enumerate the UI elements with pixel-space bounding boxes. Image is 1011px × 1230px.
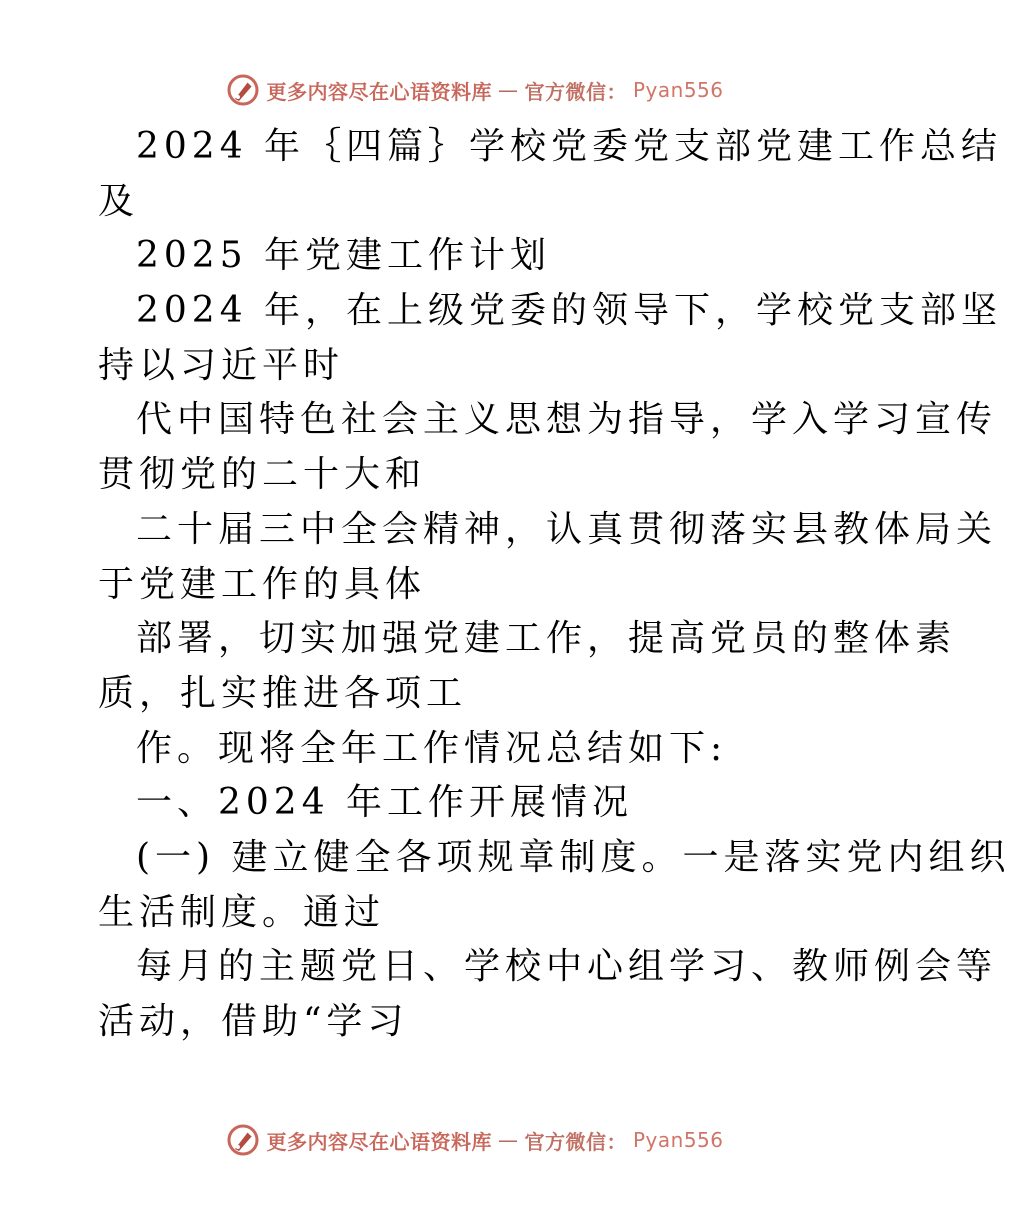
text-line: 持以习近平时	[98, 344, 345, 386]
text-line: 生活制度。通过	[98, 891, 386, 933]
watermark-wechat-label: 官方微信：	[524, 79, 627, 104]
header-watermark-banner	[0, 70, 950, 110]
watermark-wechat-label: 官方微信：	[524, 1129, 627, 1154]
text-line: 部署，切实加强党建工作，提高党员的整体素	[136, 618, 957, 660]
footer-watermark-banner	[0, 1120, 950, 1160]
text-line: 质，扎实推进各项工	[98, 672, 468, 714]
document-body	[98, 120, 1011, 1050]
text-line: (一) 建立健全各项规章制度。一是落实党内组织	[136, 836, 1011, 878]
text-line: 于党建工作的具体	[98, 563, 427, 605]
text-line: 2024 年，在上级党委的领导下，学校党支部坚	[136, 290, 1003, 332]
watermark-main-text: 更多内容尽在心语资料库	[266, 1129, 492, 1154]
text-line: 作。现将全年工作情况总结如下:	[136, 727, 728, 769]
watermark-main-text: 更多内容尽在心语资料库	[266, 79, 492, 104]
text-line: 及	[98, 180, 140, 222]
text-line: 活动，借助“学习	[98, 1001, 409, 1042]
text-line: 每月的主题党日、学校中心组学习、教师例会等	[136, 946, 998, 988]
text-line: 2025 年党建工作计划	[136, 235, 552, 277]
watermark-separator: —	[497, 1128, 519, 1152]
text-line: 2024 年｛四篇｝学校党委党支部党建工作总结	[136, 126, 1003, 167]
text-line: 二十届三中全会精神，认真贯彻落实县教体局关	[136, 508, 998, 550]
watermark-wechat-id: Pyan556	[632, 78, 724, 102]
text-line: 代中国特色社会主义思想为指导，学入学习宣传	[136, 399, 998, 441]
watermark-wechat-id: Pyan556	[632, 1128, 724, 1152]
pen-nib-logo-icon	[226, 73, 260, 107]
text-line: 贯彻党的二十大和	[98, 454, 427, 496]
text-line: 一、2024 年工作开展情况	[136, 782, 634, 824]
watermark-separator: —	[497, 78, 519, 102]
pen-nib-logo-icon	[226, 1123, 260, 1157]
